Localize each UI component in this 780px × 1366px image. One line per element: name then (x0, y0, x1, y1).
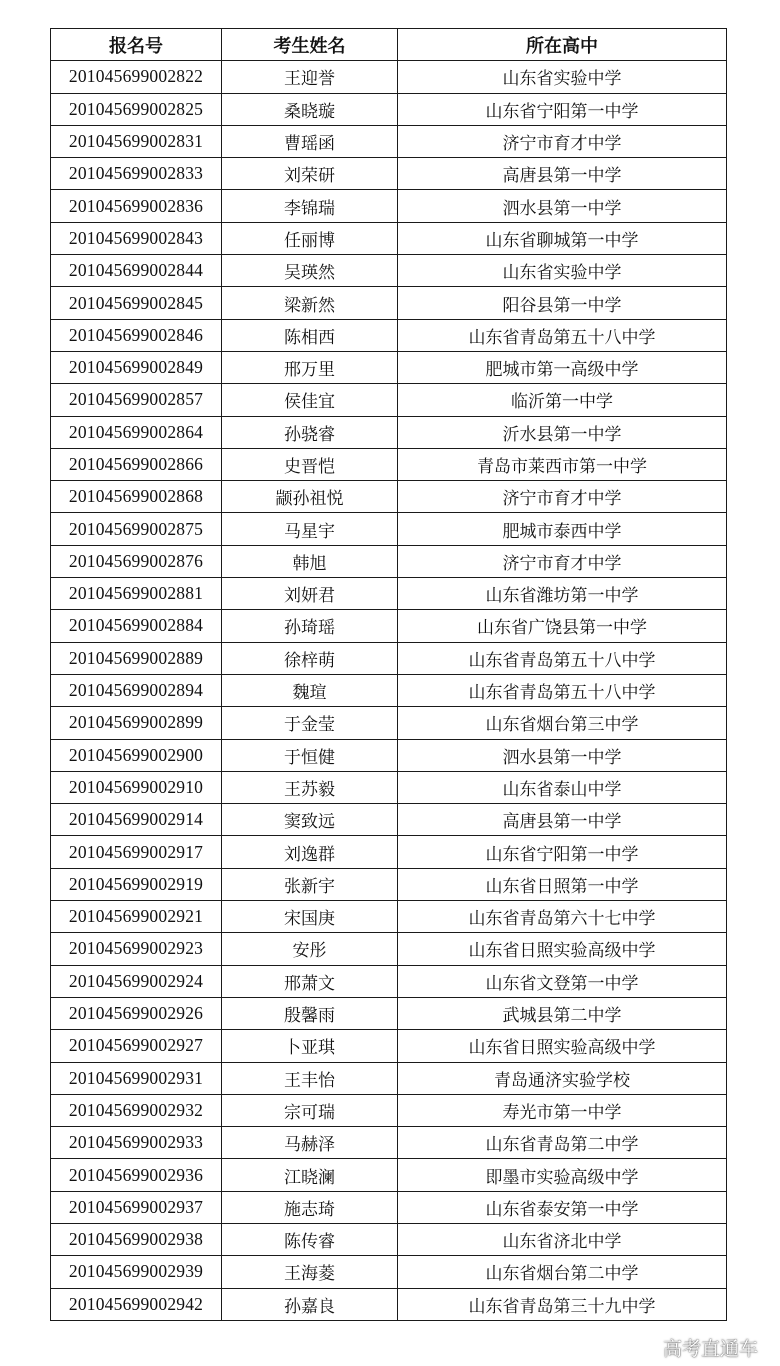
high-school-cell: 临沂第一中学 (398, 384, 727, 416)
registration-number-cell: 201045699002857 (51, 384, 222, 416)
table-row (51, 610, 727, 642)
candidate-name-cell: 侯佳宜 (222, 384, 398, 416)
candidate-name-cell: 李锦瑞 (222, 190, 398, 222)
table-row (51, 804, 727, 836)
high-school-cell: 肥城市泰西中学 (398, 513, 727, 545)
candidate-name-cell: 马赫泽 (222, 1127, 398, 1159)
table-row (51, 93, 727, 125)
candidate-name-cell: 邢萧文 (222, 965, 398, 997)
candidate-name-cell: 刘荣研 (222, 158, 398, 190)
roster-table (50, 28, 727, 1321)
candidate-name-cell: 魏瑄 (222, 674, 398, 706)
candidate-name-cell: 宋国庚 (222, 901, 398, 933)
table-row (51, 997, 727, 1029)
registration-number-cell: 201045699002825 (51, 93, 222, 125)
candidate-name-cell: 江晓澜 (222, 1159, 398, 1191)
high-school-cell: 山东省广饶县第一中学 (398, 610, 727, 642)
candidate-name-cell: 刘逸群 (222, 836, 398, 868)
candidate-name-cell: 王丰怡 (222, 1062, 398, 1094)
table-row (51, 1030, 727, 1062)
table-row (51, 1094, 727, 1126)
registration-number-cell: 201045699002932 (51, 1094, 222, 1126)
high-school-cell: 山东省聊城第一中学 (398, 222, 727, 254)
table-row (51, 868, 727, 900)
candidate-name-cell: 王苏毅 (222, 771, 398, 803)
candidate-name-cell: 张新宇 (222, 868, 398, 900)
table-row (51, 1159, 727, 1191)
registration-number-cell: 201045699002910 (51, 771, 222, 803)
registration-number-cell: 201045699002894 (51, 674, 222, 706)
registration-number-cell: 201045699002937 (51, 1191, 222, 1223)
high-school-cell: 阳谷县第一中学 (398, 287, 727, 319)
high-school-cell: 济宁市育才中学 (398, 125, 727, 157)
registration-number-cell: 201045699002936 (51, 1159, 222, 1191)
table-row (51, 513, 727, 545)
high-school-cell: 寿光市第一中学 (398, 1094, 727, 1126)
registration-number-cell: 201045699002831 (51, 125, 222, 157)
table-row (51, 1288, 727, 1320)
high-school-cell: 山东省宁阳第一中学 (398, 836, 727, 868)
high-school-cell: 山东省济北中学 (398, 1223, 727, 1255)
table-row (51, 1127, 727, 1159)
high-school-cell: 即墨市实验高级中学 (398, 1159, 727, 1191)
registration-number-cell: 201045699002921 (51, 901, 222, 933)
registration-number-cell: 201045699002899 (51, 707, 222, 739)
header-high-school: 所在高中 (398, 29, 727, 61)
high-school-cell: 山东省潍坊第一中学 (398, 578, 727, 610)
table-row (51, 255, 727, 287)
registration-number-cell: 201045699002889 (51, 642, 222, 674)
table-row (51, 481, 727, 513)
table-row (51, 1223, 727, 1255)
table-row (51, 448, 727, 480)
registration-number-cell: 201045699002846 (51, 319, 222, 351)
registration-number-cell: 201045699002923 (51, 933, 222, 965)
table-row (51, 674, 727, 706)
high-school-cell: 山东省泰安第一中学 (398, 1191, 727, 1223)
table-header (51, 29, 727, 61)
registration-number-cell: 201045699002833 (51, 158, 222, 190)
high-school-cell: 泗水县第一中学 (398, 190, 727, 222)
table-row (51, 1256, 727, 1288)
candidate-name-cell: 刘妍君 (222, 578, 398, 610)
table-row (51, 707, 727, 739)
registration-number-cell: 201045699002864 (51, 416, 222, 448)
table-row (51, 190, 727, 222)
registration-number-cell: 201045699002845 (51, 287, 222, 319)
high-school-cell: 山东省青岛第五十八中学 (398, 319, 727, 351)
high-school-cell: 山东省青岛第五十八中学 (398, 674, 727, 706)
registration-number-cell: 201045699002876 (51, 545, 222, 577)
table-row (51, 901, 727, 933)
candidate-name-cell: 王迎誉 (222, 61, 398, 93)
candidate-name-cell: 史晋恺 (222, 448, 398, 480)
candidate-name-cell: 吴瑛然 (222, 255, 398, 287)
table-row (51, 642, 727, 674)
high-school-cell: 山东省青岛第三十九中学 (398, 1288, 727, 1320)
table-row (51, 545, 727, 577)
candidate-name-cell: 宗可瑞 (222, 1094, 398, 1126)
high-school-cell: 泗水县第一中学 (398, 739, 727, 771)
table-row (51, 933, 727, 965)
high-school-cell: 武城县第二中学 (398, 997, 727, 1029)
candidate-name-cell: 于金莹 (222, 707, 398, 739)
table-row (51, 965, 727, 997)
candidate-name-cell: 王海菱 (222, 1256, 398, 1288)
table-row (51, 1191, 727, 1223)
candidate-name-cell: 陈传睿 (222, 1223, 398, 1255)
registration-number-cell: 201045699002942 (51, 1288, 222, 1320)
high-school-cell: 山东省青岛第五十八中学 (398, 642, 727, 674)
registration-number-cell: 201045699002914 (51, 804, 222, 836)
table-row (51, 836, 727, 868)
header-candidate-name: 考生姓名 (222, 29, 398, 61)
registration-number-cell: 201045699002939 (51, 1256, 222, 1288)
table-row (51, 771, 727, 803)
high-school-cell: 肥城市第一高级中学 (398, 351, 727, 383)
table-row (51, 222, 727, 254)
registration-number-cell: 201045699002884 (51, 610, 222, 642)
high-school-cell: 山东省青岛第六十七中学 (398, 901, 727, 933)
table-row (51, 287, 727, 319)
registration-number-cell: 201045699002919 (51, 868, 222, 900)
candidate-name-cell: 曹瑶函 (222, 125, 398, 157)
table-body (51, 61, 727, 1321)
registration-number-cell: 201045699002849 (51, 351, 222, 383)
high-school-cell: 山东省文登第一中学 (398, 965, 727, 997)
registration-number-cell: 201045699002844 (51, 255, 222, 287)
high-school-cell: 山东省实验中学 (398, 255, 727, 287)
candidate-name-cell: 孙骁睿 (222, 416, 398, 448)
candidate-name-cell: 梁新然 (222, 287, 398, 319)
candidate-name-cell: 施志琦 (222, 1191, 398, 1223)
high-school-cell: 济宁市育才中学 (398, 481, 727, 513)
high-school-cell: 青岛通济实验学校 (398, 1062, 727, 1094)
header-registration-number: 报名号 (51, 29, 222, 61)
registration-number-cell: 201045699002868 (51, 481, 222, 513)
watermark-text: 高考直通车 (662, 1338, 758, 1360)
registration-number-cell: 201045699002866 (51, 448, 222, 480)
high-school-cell: 山东省青岛第二中学 (398, 1127, 727, 1159)
registration-number-cell: 201045699002927 (51, 1030, 222, 1062)
candidate-name-cell: 殷馨雨 (222, 997, 398, 1029)
candidate-name-cell: 孙嘉良 (222, 1288, 398, 1320)
candidate-name-cell: 徐梓萌 (222, 642, 398, 674)
header-row (51, 29, 727, 61)
candidate-name-cell: 桑晓璇 (222, 93, 398, 125)
table-row (51, 319, 727, 351)
high-school-cell: 沂水县第一中学 (398, 416, 727, 448)
candidate-name-cell: 窦致远 (222, 804, 398, 836)
registration-number-cell: 201045699002822 (51, 61, 222, 93)
registration-number-cell: 201045699002843 (51, 222, 222, 254)
candidate-name-cell: 颛孙祖悦 (222, 481, 398, 513)
registration-number-cell: 201045699002836 (51, 190, 222, 222)
table-row (51, 1062, 727, 1094)
registration-number-cell: 201045699002933 (51, 1127, 222, 1159)
high-school-cell: 山东省烟台第三中学 (398, 707, 727, 739)
high-school-cell: 青岛市莱西市第一中学 (398, 448, 727, 480)
table-row (51, 125, 727, 157)
candidate-name-cell: 马星宇 (222, 513, 398, 545)
table-row (51, 158, 727, 190)
candidate-name-cell: 陈相西 (222, 319, 398, 351)
table-row (51, 384, 727, 416)
high-school-cell: 山东省日照实验高级中学 (398, 1030, 727, 1062)
high-school-cell: 高唐县第一中学 (398, 158, 727, 190)
registration-number-cell: 201045699002875 (51, 513, 222, 545)
registration-number-cell: 201045699002938 (51, 1223, 222, 1255)
candidate-name-cell: 韩旭 (222, 545, 398, 577)
registration-number-cell: 201045699002924 (51, 965, 222, 997)
table-row (51, 739, 727, 771)
table-row (51, 578, 727, 610)
candidate-name-cell: 邢万里 (222, 351, 398, 383)
registration-number-cell: 201045699002900 (51, 739, 222, 771)
candidate-name-cell: 于恒健 (222, 739, 398, 771)
high-school-cell: 济宁市育才中学 (398, 545, 727, 577)
registration-number-cell: 201045699002926 (51, 997, 222, 1029)
high-school-cell: 山东省泰山中学 (398, 771, 727, 803)
high-school-cell: 山东省日照实验高级中学 (398, 933, 727, 965)
registration-number-cell: 201045699002881 (51, 578, 222, 610)
candidate-name-cell: 安彤 (222, 933, 398, 965)
registration-number-cell: 201045699002931 (51, 1062, 222, 1094)
table-row (51, 61, 727, 93)
high-school-cell: 山东省日照第一中学 (398, 868, 727, 900)
high-school-cell: 山东省烟台第二中学 (398, 1256, 727, 1288)
high-school-cell: 山东省实验中学 (398, 61, 727, 93)
candidate-name-cell: 卜亚琪 (222, 1030, 398, 1062)
high-school-cell: 山东省宁阳第一中学 (398, 93, 727, 125)
table-row (51, 416, 727, 448)
registration-number-cell: 201045699002917 (51, 836, 222, 868)
candidate-name-cell: 任丽博 (222, 222, 398, 254)
high-school-cell: 高唐县第一中学 (398, 804, 727, 836)
candidate-name-cell: 孙琦瑶 (222, 610, 398, 642)
table-row (51, 351, 727, 383)
